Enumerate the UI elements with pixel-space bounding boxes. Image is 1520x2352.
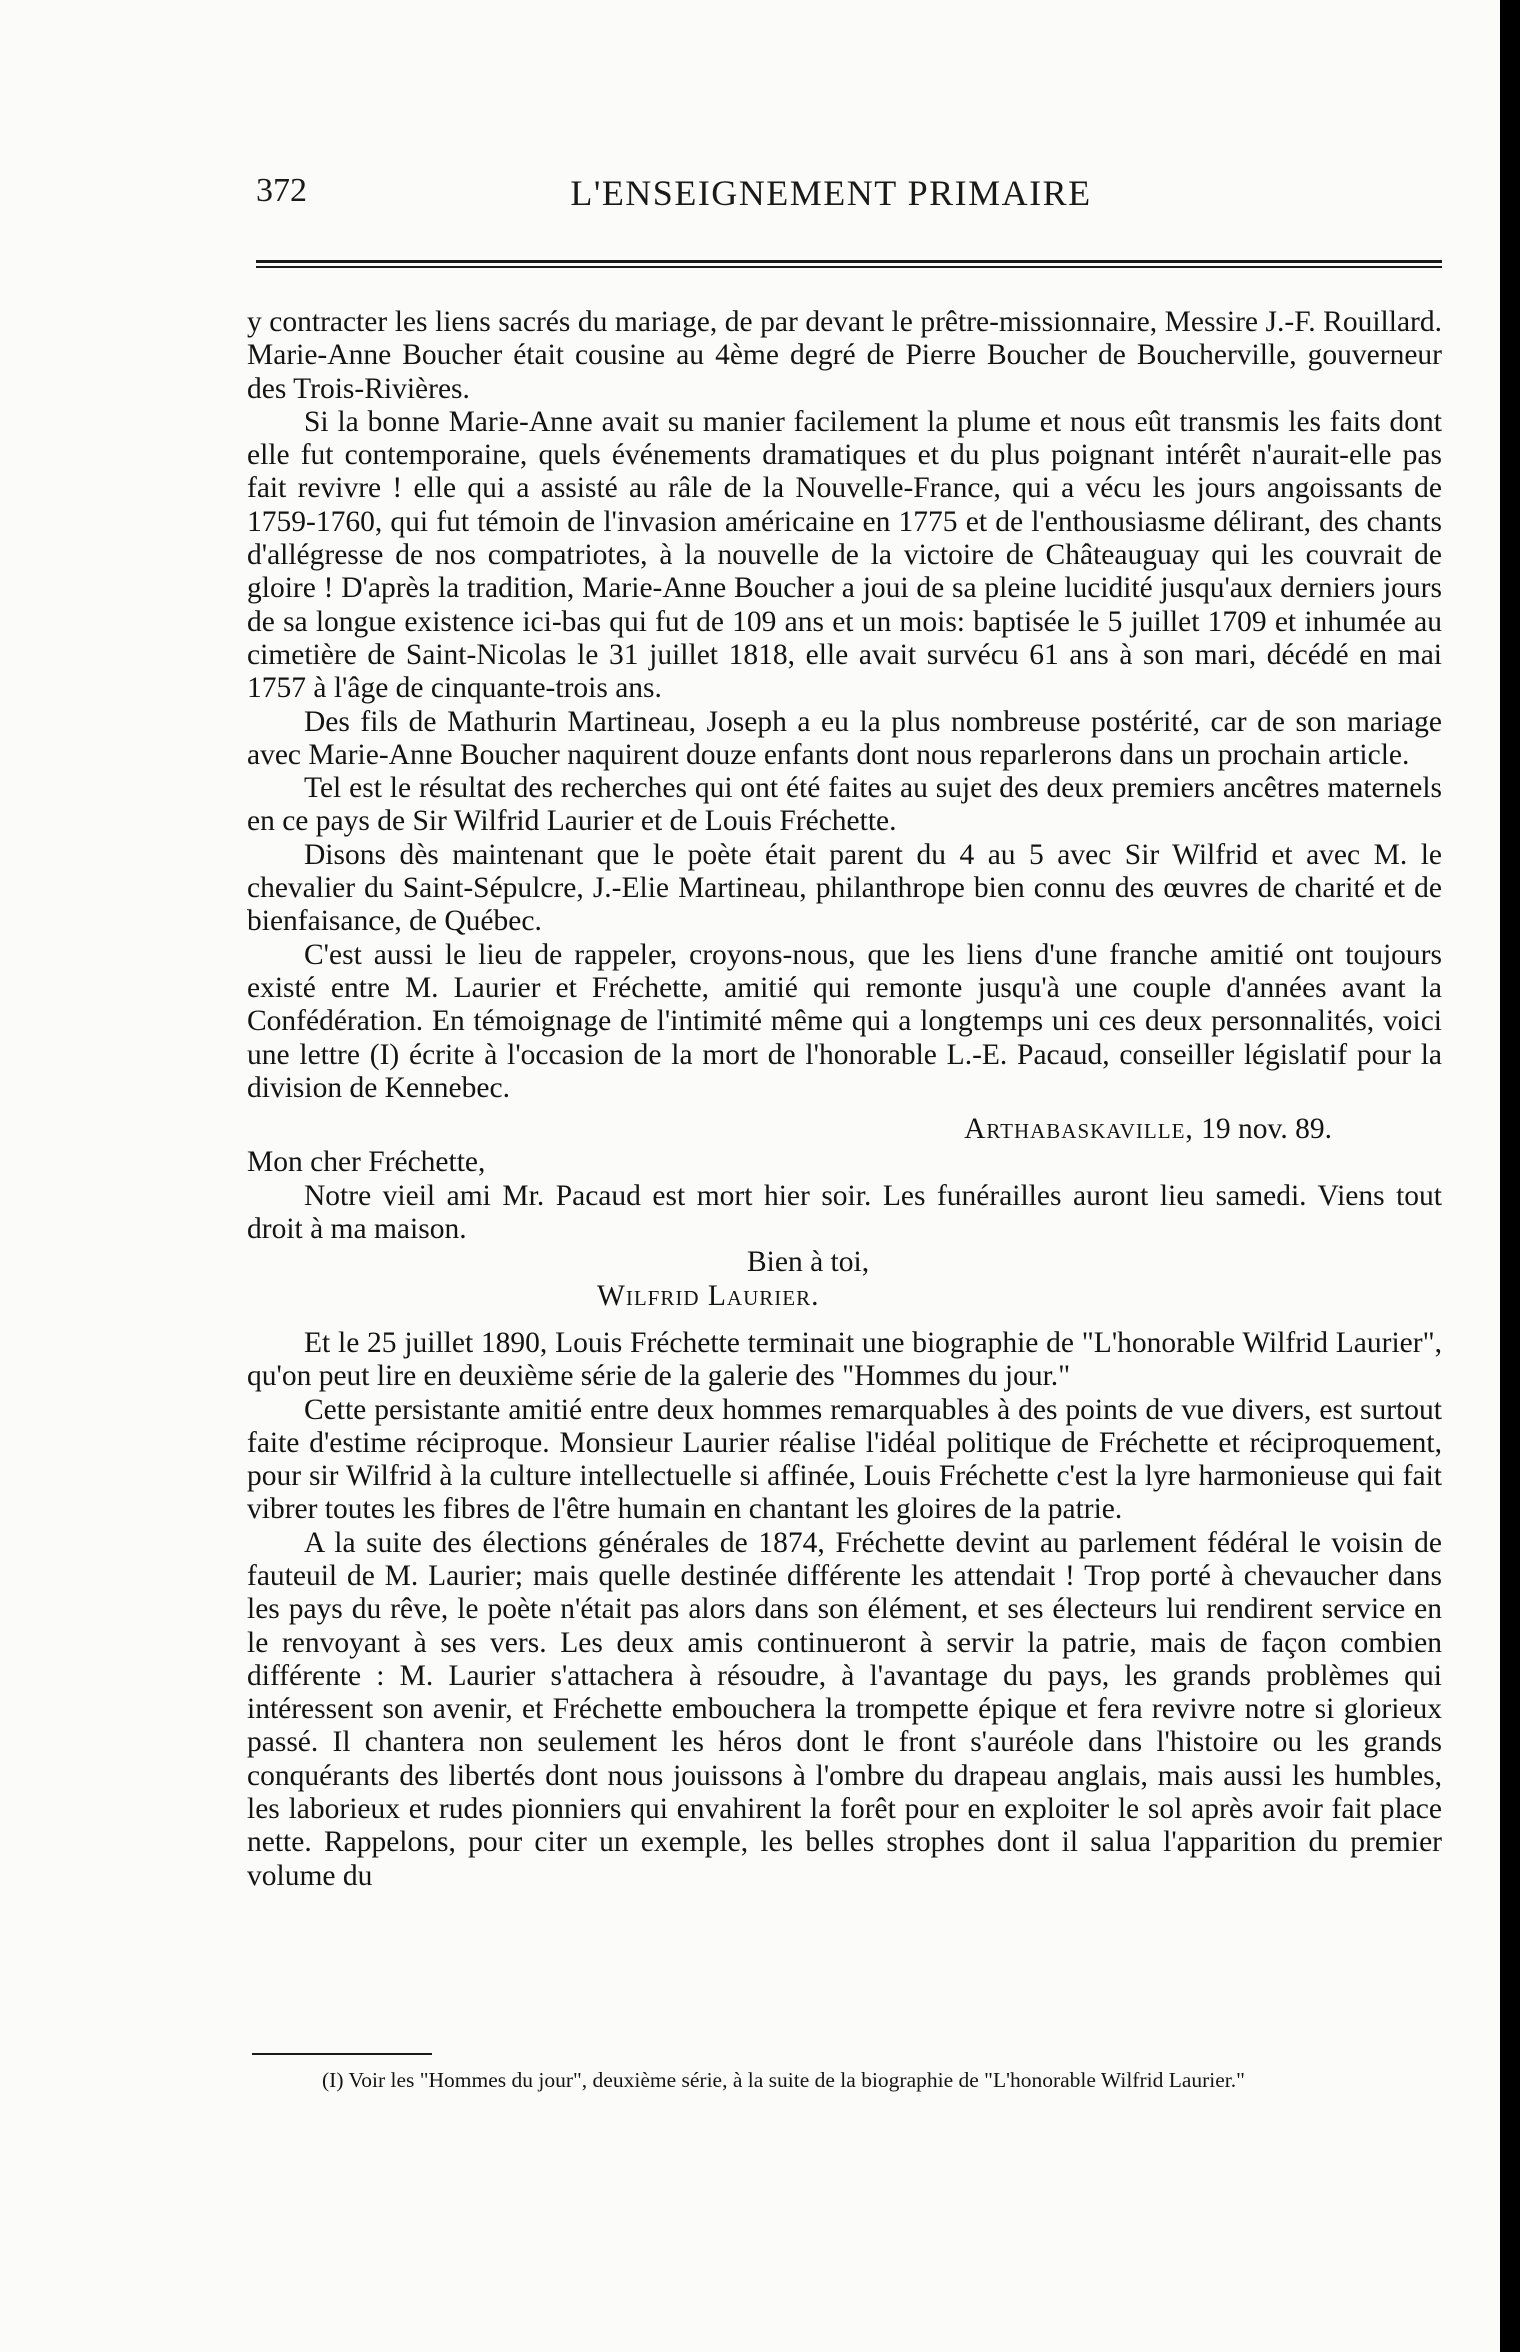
paragraph-7: Et le 25 juillet 1890, Louis Fréchette terminait une biographie de "L'honorable Wilfrid Laurier", qu'on peut lire en deuxième série de la galerie des "Hommes du jour." xyxy=(247,1326,1442,1393)
paragraph-6: C'est aussi le lieu de rappeler, croyons-nous, que les liens d'une franche amitié ont toujours existé entre M. Laurier et Fréchette, amitié qui remonte jusqu'à une couple d'années avant la Confédération. En témoignage de l'intimité même qui a longtemps uni ces deux personnalités, voici une lettre (I) écrite à l'occasion de la mort de l'honorable L.-E. Pacaud, conseiller législatif pour la division de Kennebec. xyxy=(247,938,1442,1104)
article-body xyxy=(247,306,1442,1893)
letter-dateline-date: 19 nov. 89. xyxy=(1193,1113,1332,1146)
footnote: (I) Voir les "Hommes du jour", deuxième série, à la suite de la biographie de "L'honorable Wilfrid Laurier." xyxy=(322,2068,1245,2092)
running-title: L'ENSEIGNEMENT PRIMAIRE xyxy=(570,173,1092,213)
footnote-rule xyxy=(252,2053,432,2055)
header-rule-thick xyxy=(256,260,1442,263)
paragraph-8: Cette persistante amitié entre deux hommes remarquables à des points de vue divers, est surtout faite d'estime réciproque. Monsieur Laurier réalise l'idéal politique de Fréchette et réciproquement, pour sir Wilfrid à la culture intellectuelle si affinée, Louis Fréchette c'est la lyre harmonieuse qui fait vibrer toutes les fibres de l'être humain en chantant les gloires de la patrie. xyxy=(247,1393,1442,1526)
paragraph-9: A la suite des élections générales de 1874, Fréchette devint au parlement fédéral le voisin de fauteuil de M. Laurier; mais quelle destinée différente les attendait ! Trop porté à chevaucher dans les pays du rêve, le poète n'était pas alors dans son élément, et ses électeurs lui rendirent service en le renvoyant à ses vers. Les deux amis continueront à servir la patrie, mais de façon combien différente : M. Laurier s'attachera à résoudre, à l'avantage du pays, les grands problèmes qui intéressent son avenir, et Fréchette embouchera la trompette épique et fera revivre notre si glorieux passé. Il chantera non seulement les héros dont le front s'auréole dans l'histoire ou les grands conquérants des libertés dont nous jouissons à l'ombre du drapeau anglais, mais aussi les humbles, les laborieux et rudes pionniers qui envahirent la forêt pour en exploiter le sol après avoir fait place nette. Rappelons, pour citer un exemple, les belles strophes dont il salua l'apparition du premier volume du xyxy=(247,1526,1442,1892)
paragraph-2: Si la bonne Marie-Anne avait su manier facilement la plume et nous eût transmis les faits dont elle fut contemporaine, quels événements dramatiques et du plus poignant intérêt n'aurait-elle pas fait revivre ! elle qui a assisté au râle de la Nouvelle-France, qui a vécu les jours angoissants de 1759-1760, qui fut témoin de l'invasion américaine en 1775 et de l'enthousiasme délirant, des chants d'allégresse de nos compatriotes, à la nouvelle de la victoire de Châteauguay qui les couvrait de gloire ! D'après la tradition, Marie-Anne Boucher a joui de sa pleine lucidité jusqu'aux derniers jours de sa longue existence ici-bas qui fut de 109 ans et un mois: baptisée le 5 juillet 1709 et inhumée au cimetière de Saint-Nicolas le 31 juillet 1818, elle avait survécu 61 ans à son mari, décédé en mai 1757 à l'âge de cinquante-trois ans. xyxy=(247,405,1442,705)
letter-body: Notre vieil ami Mr. Pacaud est mort hier soir. Les funérailles auront lieu samedi. Viens tout droit à ma maison. xyxy=(247,1179,1442,1246)
header-rule-thin xyxy=(256,266,1442,268)
paragraph-3: Des fils de Mathurin Martineau, Joseph a eu la plus nombreuse postérité, car de son mariage avec Marie-Anne Boucher naquirent douze enfants dont nous reparlerons dans un prochain article. xyxy=(247,705,1442,771)
letter-dateline xyxy=(247,1113,1442,1146)
page-number: 372 xyxy=(256,172,307,209)
paragraph-4: Tel est le résultat des recherches qui ont été faites au sujet des deux premiers ancêtres maternels en ce pays de Sir Wilfrid Laurier et de Louis Fréchette. xyxy=(247,772,1442,838)
paragraph-5: Disons dès maintenant que le poète était parent du 4 au 5 avec Sir Wilfrid et avec M. le chevalier du Saint-Sépulcre, J.-Elie Martineau, philanthrope bien connu des œuvres de charité et de bienfaisance, de Québec. xyxy=(247,838,1442,938)
page-header xyxy=(256,172,1406,222)
letter-closing: Bien à toi, xyxy=(747,1246,870,1279)
letter-signature: Wilfrid Laurier. xyxy=(597,1279,820,1312)
letter-salutation: Mon cher Fréchette, xyxy=(247,1146,486,1179)
letter-dateline-place: Arthabaskaville, xyxy=(964,1113,1194,1146)
paragraph-1: y contracter les liens sacrés du mariage, de par devant le prêtre-missionnaire, Messire J.-F. Rouillard. Marie-Anne Boucher était cousine au 4ème degré de Pierre Boucher de Boucherville, gouverneur des Trois-Rivières. xyxy=(247,306,1442,405)
